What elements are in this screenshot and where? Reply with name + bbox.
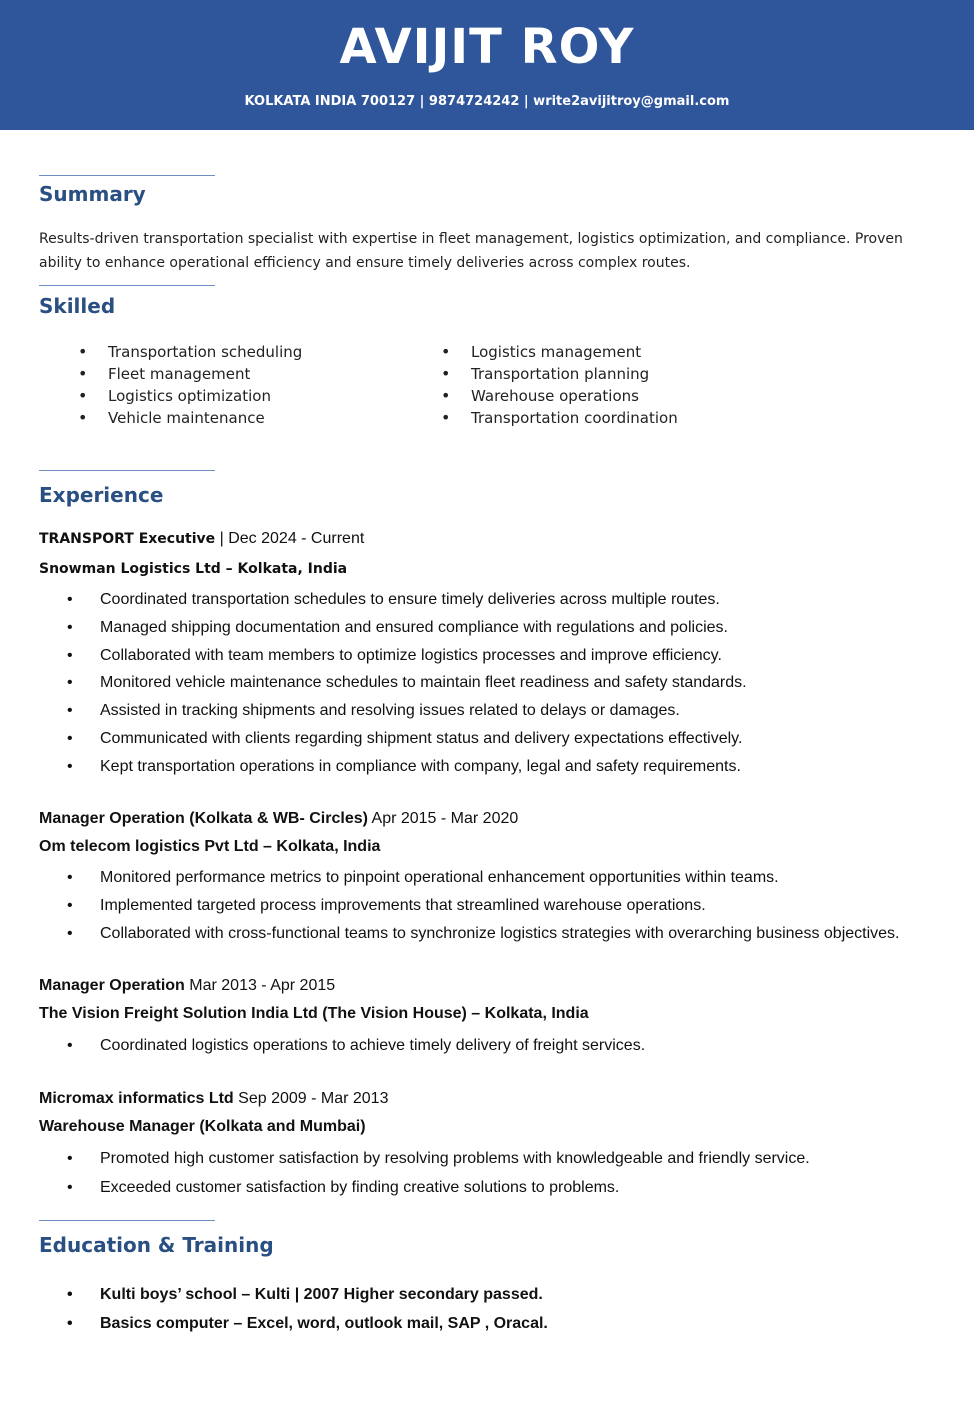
job-dates: Apr 2015 - Mar 2020 <box>371 810 519 827</box>
contact-info: KOLKATA INDIA 700127 | 9874724242 | write2avijitroy@gmail.com <box>244 94 730 109</box>
skills-list-left <box>78 341 302 429</box>
job-header <box>39 1088 388 1110</box>
list-item: • Collaborated with team members to optimize logistics processes and improve efficiency. <box>67 642 747 670</box>
experience-heading: Experience <box>39 483 164 507</box>
list-item: • Assisted in tracking shipments and resolving issues related to delays or damages. <box>67 697 747 725</box>
skills-heading: Skilled <box>39 294 116 318</box>
job-header <box>39 808 518 830</box>
job-header <box>39 975 335 997</box>
skill-item: • Transportation scheduling <box>78 341 302 363</box>
list-item: • Kept transportation operations in compliance with company, legal and safety requirements. <box>67 753 747 781</box>
skill-item: • Logistics optimization <box>78 385 302 407</box>
job-header <box>39 528 364 550</box>
list-item: • Collaborated with cross-functional teams to synchronize logistics strategies with overarching business objectives. <box>67 920 899 948</box>
job-dates: Sep 2009 - Mar 2013 <box>238 1090 389 1107</box>
list-item: • Monitored vehicle maintenance schedules to maintain fleet readiness and safety standards. <box>67 669 747 697</box>
list-item: • Communicated with clients regarding shipment status and delivery expectations effectively. <box>67 725 747 753</box>
job-title: Micromax informatics Ltd <box>39 1090 234 1107</box>
list-item: • Exceeded customer satisfaction by finding creative solutions to problems. <box>67 1173 810 1202</box>
education-item: • Kulti boys’ school – Kulti | 2007 Higher secondary passed. <box>67 1280 548 1309</box>
job-dates: Mar 2013 - Apr 2015 <box>189 977 336 994</box>
job-company: Warehouse Manager (Kolkata and Mumbai) <box>39 1118 366 1135</box>
list-item: • Coordinated logistics operations to achieve timely delivery of freight services. <box>67 1032 645 1060</box>
job-bullets <box>67 864 899 947</box>
section-divider <box>39 470 215 471</box>
job-company: Snowman Logistics Ltd – Kolkata, India <box>39 561 348 577</box>
list-item: • Coordinated transportation schedules to ensure timely deliveries across multiple routes. <box>67 586 747 614</box>
skill-item: • Fleet management <box>78 363 302 385</box>
candidate-name: AVIJIT ROY <box>339 19 635 75</box>
education-heading: Education & Training <box>39 1233 274 1257</box>
list-item: • Managed shipping documentation and ensured compliance with regulations and policies. <box>67 614 747 642</box>
job-bullets <box>67 1032 645 1060</box>
section-divider <box>39 285 215 286</box>
resume-header <box>0 0 974 130</box>
section-divider <box>39 175 215 176</box>
job-bullets <box>67 1144 810 1202</box>
job-separator: | <box>215 530 229 547</box>
skill-item: • Vehicle maintenance <box>78 407 302 429</box>
job-title: TRANSPORT Executive <box>39 531 216 547</box>
skills-list-right <box>441 341 678 429</box>
job-company: The Vision Freight Solution India Ltd (The Vision House) – Kolkata, India <box>39 1005 589 1022</box>
list-item: • Promoted high customer satisfaction by resolving problems with knowledgeable and friendly service. <box>67 1144 810 1173</box>
summary-text: Results-driven transportation specialist with expertise in fleet management, logistics optimization, and compliance. Proven ability to enhance operational efficiency and ensure timely deliveries across complex routes. <box>39 231 903 271</box>
skill-item: • Logistics management <box>441 341 678 363</box>
education-item: • Basics computer – Excel, word, outlook mail, SAP , Oracal. <box>67 1309 548 1338</box>
education-list <box>67 1280 548 1338</box>
section-divider <box>39 1220 215 1221</box>
skill-item: • Transportation coordination <box>441 407 678 429</box>
skill-item: • Transportation planning <box>441 363 678 385</box>
job-title: Manager Operation (Kolkata & WB- Circles) <box>39 810 368 827</box>
job-title: Manager Operation <box>39 977 185 994</box>
list-item: • Implemented targeted process improvements that streamlined warehouse operations. <box>67 892 899 920</box>
skill-item: • Warehouse operations <box>441 385 678 407</box>
job-bullets <box>67 586 747 781</box>
job-company: Om telecom logistics Pvt Ltd – Kolkata, India <box>39 838 381 855</box>
job-dates: Dec 2024 - Current <box>228 530 365 547</box>
list-item: • Monitored performance metrics to pinpoint operational enhancement opportunities within teams. <box>67 864 899 892</box>
summary-heading: Summary <box>39 182 146 206</box>
